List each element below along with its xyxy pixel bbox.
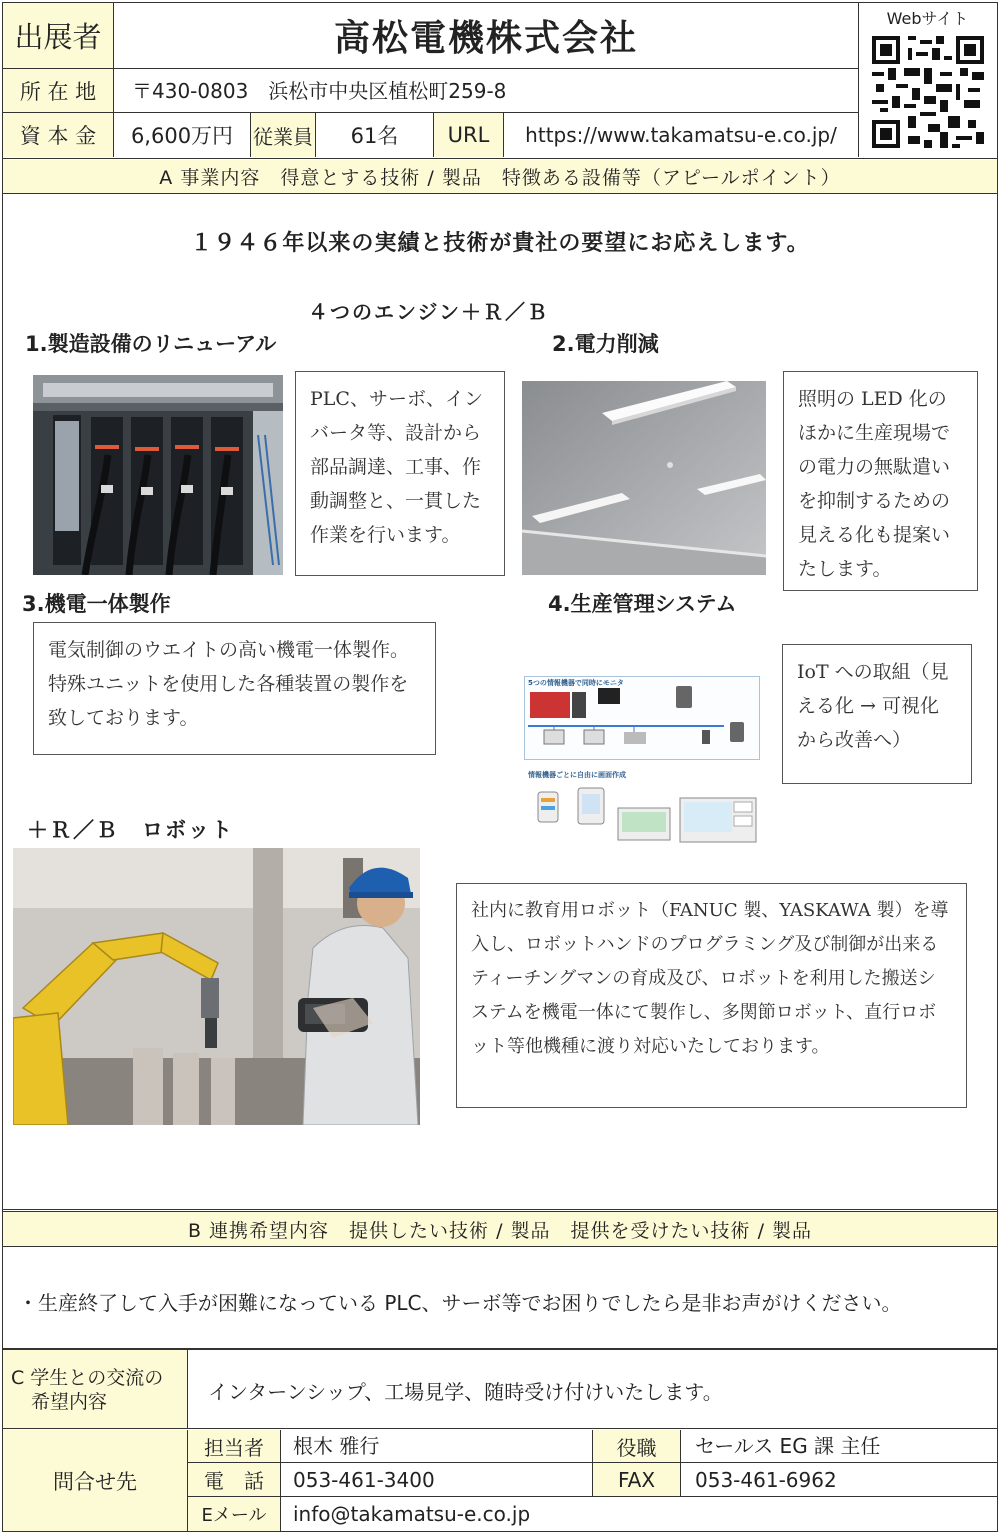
section-c-text: インターンシップ、工場見学、随時受け付けいたします。 bbox=[208, 1380, 723, 1404]
capital-label: 資 本 金 bbox=[3, 113, 114, 157]
url-link[interactable]: https://www.takamatsu-e.co.jp/ bbox=[525, 123, 837, 147]
title-label: 役職 bbox=[593, 1430, 681, 1463]
section-a-heading: A 事業内容 得意とする技術 / 製品 特徴ある設備等（アピールポイント） bbox=[3, 160, 997, 194]
iot-network-diagram bbox=[524, 686, 760, 758]
section-b-heading: B 連携希望内容 提供したい技術 / 製品 提供を受けたい技術 / 製品 bbox=[3, 1211, 997, 1247]
control-panel-photo bbox=[33, 375, 283, 575]
address-label: 所 在 地 bbox=[3, 69, 114, 113]
job-title: セールス EG 課 主任 bbox=[681, 1430, 997, 1463]
item1-title: 1.製造設備のリニューアル bbox=[25, 332, 277, 356]
person-label: 担当者 bbox=[188, 1430, 281, 1463]
employees-value: 61名 bbox=[316, 113, 434, 157]
address: 〒430-0803 浜松市中央区植松町259-8 bbox=[114, 69, 858, 113]
url-label: URL bbox=[434, 113, 504, 157]
robot-title: ＋Ｒ／Ｂ ロボット bbox=[27, 818, 234, 842]
device-screens-illustration bbox=[528, 782, 760, 844]
headline: １９４６年以来の実績と技術が貴社の要望にお応えします。 bbox=[190, 231, 810, 256]
email-address[interactable]: info@takamatsu-e.co.jp bbox=[293, 1502, 531, 1526]
item3-text-box: 電気制御のウエイトの高い機電一体製作。特殊ユニットを使用した各種装置の製作を致しております。 bbox=[33, 622, 436, 755]
led-ceiling-photo bbox=[522, 381, 766, 575]
employees-label: 従業員 bbox=[251, 113, 316, 157]
fax-label: FAX bbox=[593, 1463, 681, 1497]
person-name: 根木 雅行 bbox=[281, 1430, 593, 1463]
contact-label: 問合せ先 bbox=[3, 1430, 188, 1531]
item3-title: 3.機電一体製作 bbox=[22, 592, 171, 616]
fax-number: 053-461-6962 bbox=[681, 1463, 997, 1497]
item2-title: 2.電力削減 bbox=[552, 332, 659, 356]
engines-title: ４つのエンジン＋Ｒ／Ｂ bbox=[308, 300, 549, 324]
section-b-text: ・生産終了して入手が困難になっている PLC、サーボ等でお困りでしたら是非お声がけください。 bbox=[18, 1291, 902, 1315]
item2-text-box: 照明の LED 化のほかに生産現場での電力の無駄遣いを抑制するための見える化も提案いたします。 bbox=[783, 371, 978, 591]
phone-label: 電 話 bbox=[188, 1463, 281, 1497]
item1-text-box: PLC、サーボ、インバータ等、設計から部品調達、工事、作動調整と、一貫した作業を行います。 bbox=[295, 371, 505, 576]
item4-text-box: IoT への取組（見える化 → 可視化から改善へ） bbox=[782, 644, 972, 784]
exhibitor-label: 出展者 bbox=[3, 3, 114, 69]
section-c-label-line1: C 学生との交流の bbox=[11, 1367, 164, 1389]
robot-training-photo bbox=[13, 848, 420, 1125]
email-label: Eメール bbox=[188, 1497, 281, 1531]
qr-code-icon[interactable] bbox=[872, 36, 984, 148]
iot-diagram-subtitle: 情報機器ごとに自由に画面作成 bbox=[528, 771, 626, 779]
section-c-label-line2: 希望内容 bbox=[31, 1391, 108, 1413]
company-name: 高松電機株式会社 bbox=[114, 3, 858, 69]
phone-number[interactable]: 053-461-3400 bbox=[281, 1463, 593, 1497]
section-c-label bbox=[3, 1350, 188, 1428]
iot-diagram-title: 5つの情報機器で同時にモニタ bbox=[528, 679, 624, 687]
item4-title: 4.生産管理システム bbox=[548, 592, 737, 616]
capital-value: 6,600万円 bbox=[114, 113, 251, 157]
website-label: Webサイト bbox=[886, 9, 969, 28]
robot-text-box: 社内に教育用ロボット（FANUC 製、YASKAWA 製）を導入し、ロボットハンドのプログラミング及び制御が出来るティーチングマンの育成及び、ロボットを利用した搬送システムを機電一体にて製作し、多関節ロボット、直行ロボット等他機種に渡り対応いたしております。 bbox=[456, 883, 967, 1108]
